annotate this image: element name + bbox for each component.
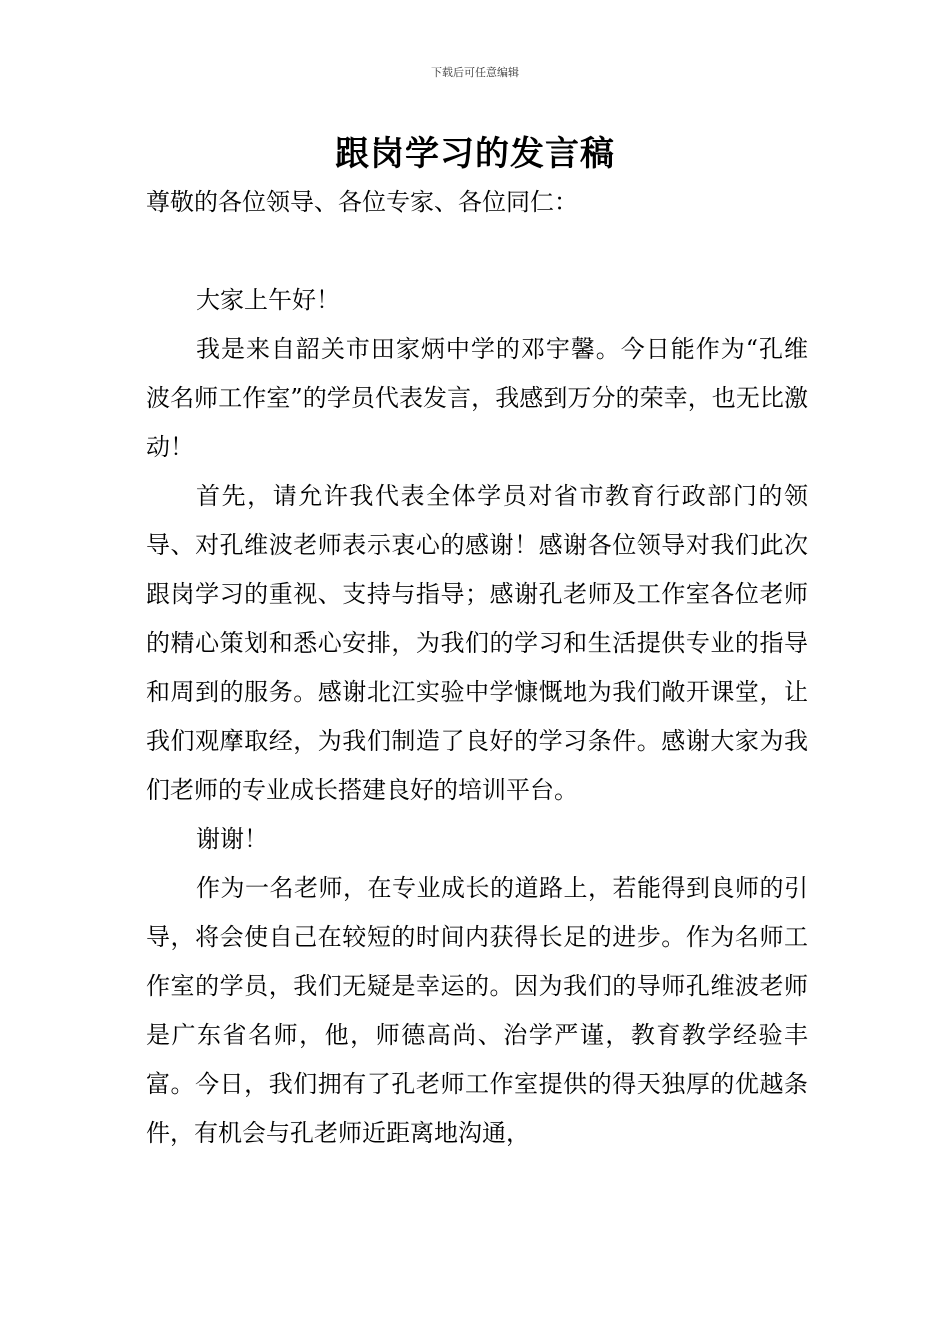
paragraph-thanks: 首先，请允许我代表全体学员对省市教育行政部门的领导、对孔维波老师表示衷心的感谢！感谢各位领导对我们此次跟岗学习的重视、支持与指导；感谢孔老师及工作室各位老师的精心策划和悉心安排，为我们的学习和生活提供专业的指导和周到的服务。感谢北江实验中学慷慨地为我们敞开课堂，让我们观摩取经，为我们制造了良好的学习条件。感谢大家为我们老师的专业成长搭建良好的培训平台。	[146, 482, 808, 804]
speech-body	[146, 276, 808, 1158]
salutation: 尊敬的各位领导、各位专家、各位同仁：	[146, 188, 578, 216]
paragraph-thank-you: 谢谢！	[196, 825, 268, 853]
document-title: 跟岗学习的发言稿	[335, 134, 615, 174]
header-note: 下载后可任意编辑	[431, 66, 519, 79]
paragraph-greeting: 大家上午好！	[196, 286, 340, 314]
paragraph-mentor: 作为一名老师，在专业成长的道路上，若能得到良师的引导，将会使自己在较短的时间内获得长足的进步。作为名师工作室的学员，我们无疑是幸运的。因为我们的导师孔维波老师是广东省名师，他，师德高尚、治学严谨，教育教学经验丰富。今日，我们拥有了孔老师工作室提供的得天独厚的优越条件，有机会与孔老师近距离地沟通，	[146, 874, 808, 1147]
paragraph-introduction: 我是来自韶关市田家炳中学的邓宇馨。今日能作为“孔维波名师工作室”的学员代表发言，我感到万分的荣幸，也无比激动！	[146, 335, 808, 461]
